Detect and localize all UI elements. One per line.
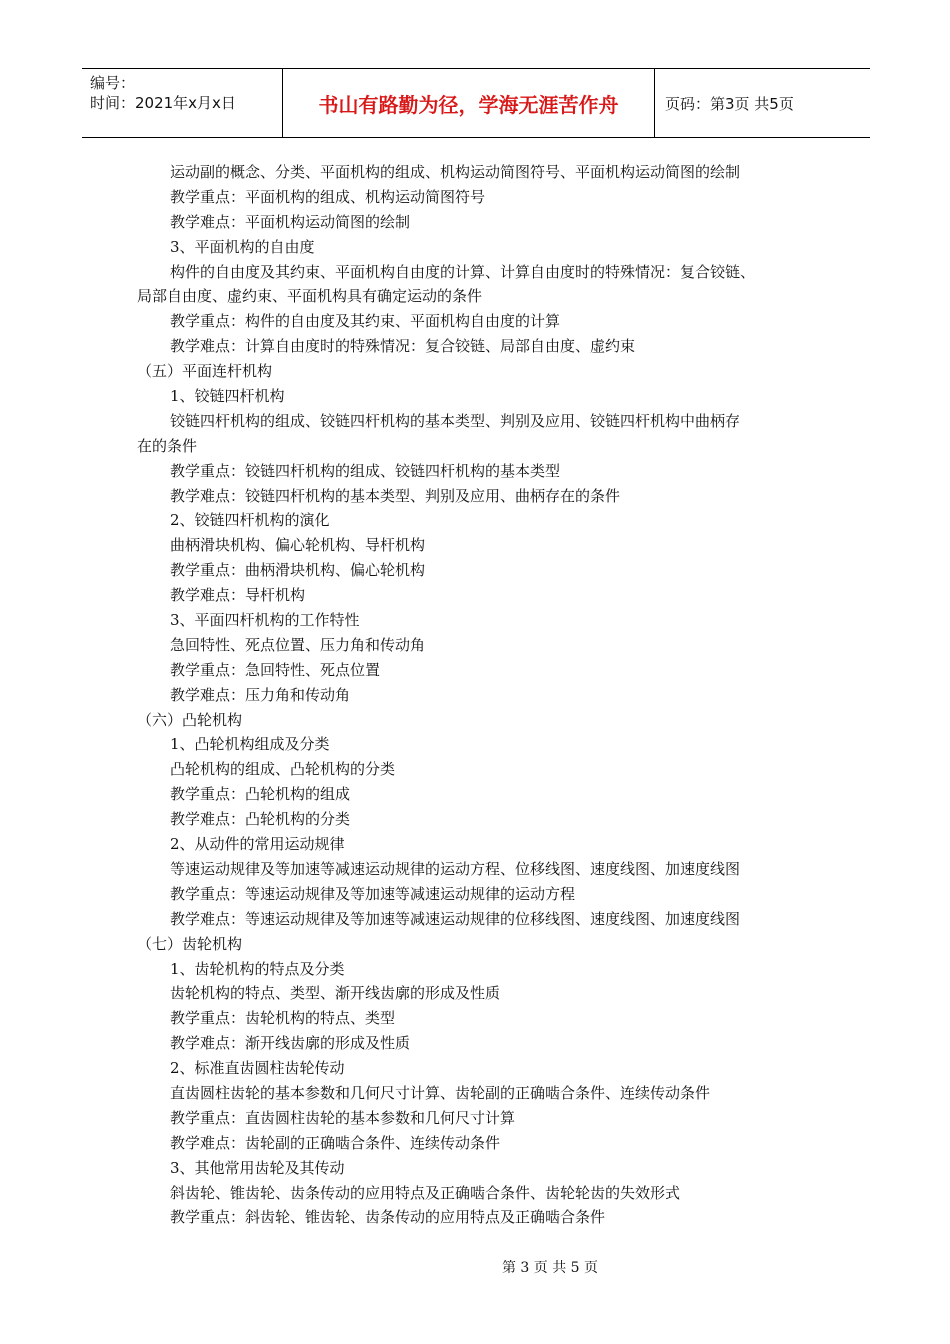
text-line: 教学难点：平面机构运动简图的绘制: [170, 212, 411, 231]
text-line: 教学重点：凸轮机构的组成: [170, 785, 351, 804]
text-line: 在的条件: [137, 436, 198, 455]
text-line: 构件的自由度及其约束、平面机构自由度的计算、计算自由度时的特殊情况：复合铰链、: [170, 262, 756, 281]
text-line: 教学重点：急回特性、死点位置: [170, 660, 381, 679]
text-line: 教学重点：直齿圆柱齿轮的基本参数和几何尺寸计算: [170, 1108, 516, 1127]
text-line: （六）凸轮机构: [137, 710, 243, 729]
text-line: 教学难点：计算自由度时的特殊情况：复合铰链、局部自由度、虚约束: [170, 337, 636, 356]
text-line: 2、从动件的常用运动规律: [170, 835, 345, 854]
text-line: 教学难点：渐开线齿廓的形成及性质: [170, 1034, 411, 1053]
text-line: 运动副的概念、分类、平面机构的组成、机构运动简图符号、平面机构运动简图的绘制: [170, 163, 741, 181]
text-line: 2、铰链四杆机构的演化: [170, 511, 330, 530]
text-line: 1、齿轮机构的特点及分类: [170, 959, 345, 978]
text-line: 局部自由度、虚约束、平面机构具有确定运动的条件: [137, 287, 483, 306]
document-body: [137, 160, 837, 1230]
text-line: （五）平面连杆机构: [137, 362, 273, 381]
text-line: 教学重点：齿轮机构的特点、类型: [170, 1009, 396, 1028]
text-line: 3、平面四杆机构的工作特性: [170, 611, 360, 630]
page-header: [82, 68, 870, 138]
text-line: 教学重点：构件的自由度及其约束、平面机构自由度的计算: [170, 312, 561, 331]
header-motto: 书山有路勤为径，学海无涯苦作舟: [283, 69, 655, 137]
text-line: 1、凸轮机构组成及分类: [170, 735, 330, 754]
text-line: 曲柄滑块机构、偏心轮机构、导杆机构: [170, 536, 426, 555]
text-line: 教学重点：斜齿轮、锥齿轮、齿条传动的应用特点及正确啮合条件: [170, 1208, 606, 1227]
text-line: 2、标准直齿圆柱齿轮传动: [170, 1059, 345, 1078]
text-line: 斜齿轮、锥齿轮、齿条传动的应用特点及正确啮合条件、齿轮轮齿的失效形式: [170, 1183, 681, 1202]
document-number-label: 编号：: [90, 74, 136, 92]
text-line: 教学重点：曲柄滑块机构、偏心轮机构: [170, 561, 426, 580]
text-line: 教学重点：铰链四杆机构的组成、铰链四杆机构的基本类型: [170, 461, 561, 480]
text-line: 教学难点：凸轮机构的分类: [170, 810, 351, 829]
text-line: 教学重点：等速运动规律及等加速等减速运动规律的运动方程: [170, 884, 576, 903]
text-line: 直齿圆柱齿轮的基本参数和几何尺寸计算、齿轮副的正确啮合条件、连续传动条件: [170, 1083, 711, 1102]
text-line: 3、其他常用齿轮及其传动: [170, 1158, 345, 1177]
header-page-number: 页码：第3页 共5页: [665, 94, 794, 113]
text-line: 3、平面机构的自由度: [170, 237, 315, 256]
text-line: 等速运动规律及等加速等减速运动规律的运动方程、位移线图、速度线图、加速度线图: [170, 859, 741, 878]
text-line: 凸轮机构的组成、凸轮机构的分类: [170, 760, 396, 779]
text-line: 教学难点：导杆机构: [170, 586, 306, 605]
text-line: 急回特性、死点位置、压力角和传动角: [170, 635, 426, 654]
text-line: 教学难点：齿轮副的正确啮合条件、连续传动条件: [170, 1133, 501, 1152]
text-line: 教学重点：平面机构的组成、机构运动简图符号: [170, 187, 486, 206]
header-info-cell: [82, 69, 283, 137]
text-line: 教学难点：压力角和传动角: [170, 685, 351, 704]
text-line: 齿轮机构的特点、类型、渐开线齿廓的形成及性质: [170, 984, 501, 1003]
text-line: 1、铰链四杆机构: [170, 387, 285, 406]
text-line: 教学难点：等速运动规律及等加速等减速运动规律的位移线图、速度线图、加速度线图: [170, 909, 741, 928]
text-line: （七）齿轮机构: [137, 934, 243, 953]
document-date-label: 时间：2021年x月x日: [90, 94, 236, 112]
page-footer: 第 3 页 共 5 页: [501, 1260, 599, 1276]
text-line: 铰链四杆机构的组成、铰链四杆机构的基本类型、判别及应用、铰链四杆机构中曲柄存: [170, 411, 741, 430]
text-line: 教学难点：铰链四杆机构的基本类型、判别及应用、曲柄存在的条件: [170, 486, 621, 505]
